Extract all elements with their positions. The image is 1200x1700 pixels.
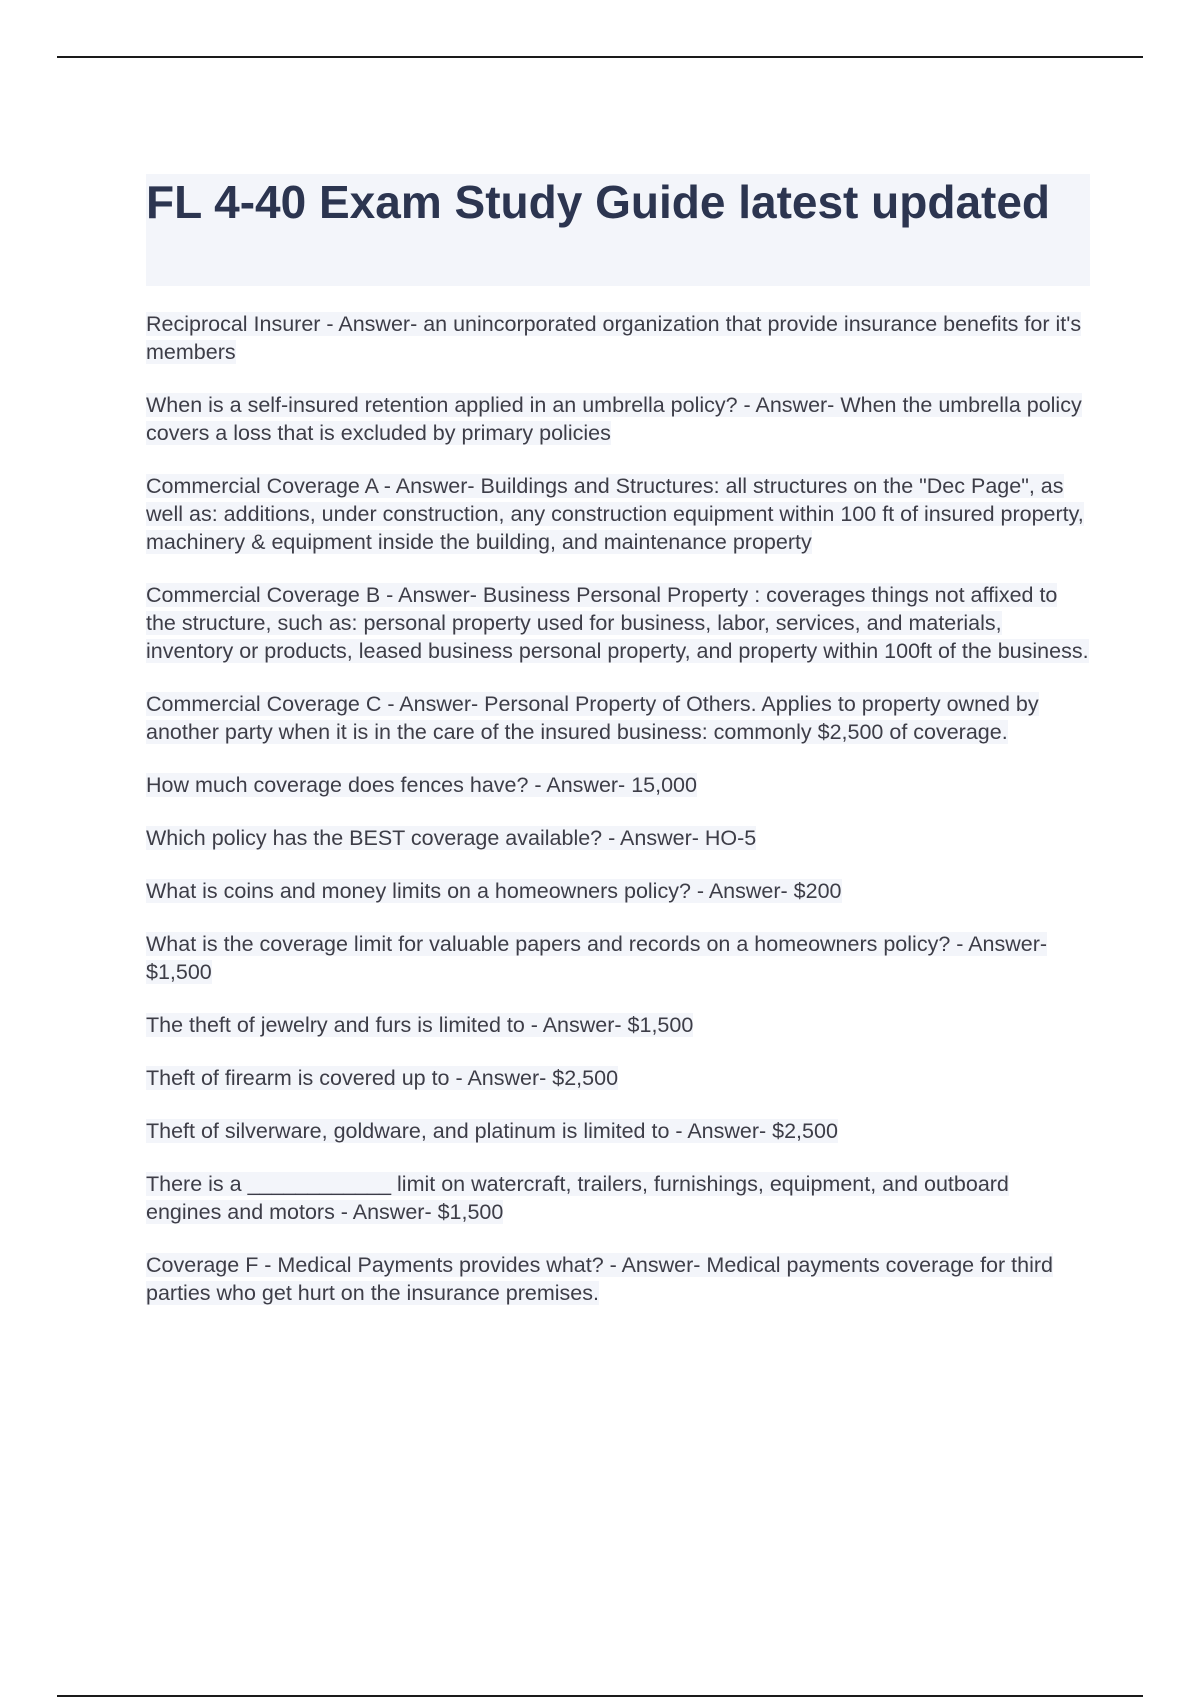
- qa-text: Reciprocal Insurer - Answer- an unincorporated organization that provide insurance benefits for it's members: [146, 312, 1082, 364]
- document-body: [146, 174, 1090, 1332]
- qa-text: Theft of silverware, goldware, and platinum is limited to - Answer- $2,500: [146, 1119, 838, 1143]
- qa-list: [146, 310, 1090, 1307]
- title-block: [146, 174, 1090, 286]
- qa-text: Theft of firearm is covered up to - Answer- $2,500: [146, 1066, 619, 1090]
- qa-entry: [146, 824, 1090, 852]
- qa-text: When is a self-insured retention applied in an umbrella policy? - Answer- When the umbrella policy covers a loss that is excluded by primary policies: [146, 393, 1082, 445]
- qa-text: How much coverage does fences have? - Answer- 15,000: [146, 773, 697, 797]
- qa-entry: [146, 472, 1090, 556]
- qa-entry: [146, 1011, 1090, 1039]
- bottom-divider: [57, 1695, 1143, 1697]
- qa-entry: [146, 771, 1090, 799]
- qa-text: What is the coverage limit for valuable papers and records on a homeowners policy? - Answer- $1,500: [146, 932, 1048, 984]
- qa-entry: [146, 391, 1090, 447]
- qa-entry: [146, 581, 1090, 665]
- qa-text: Commercial Coverage C - Answer- Personal Property of Others. Applies to property owned by another party when it is in the care of the insured business: commonly $2,500 of coverage.: [146, 692, 1039, 744]
- top-divider: [57, 56, 1143, 58]
- qa-entry: [146, 690, 1090, 746]
- document-title: FL 4-40 Exam Study Guide latest updated: [146, 176, 1051, 228]
- qa-entry: [146, 1064, 1090, 1092]
- qa-entry: [146, 877, 1090, 905]
- qa-text: Which policy has the BEST coverage available? - Answer- HO-5: [146, 826, 757, 850]
- qa-entry: [146, 1170, 1090, 1226]
- qa-text: Commercial Coverage A - Answer- Buildings and Structures: all structures on the "Dec Page", as well as: additions, under construction, any construction equipment within 100 ft of insured property, machinery & equipment inside the building, and maintenance property: [146, 474, 1084, 554]
- qa-entry: [146, 930, 1090, 986]
- qa-text: There is a ____________ limit on watercraft, trailers, furnishings, equipment, and outboard engines and motors - Answer- $1,500: [146, 1172, 1009, 1224]
- qa-entry: [146, 1117, 1090, 1145]
- qa-text: What is coins and money limits on a homeowners policy? - Answer- $200: [146, 879, 842, 903]
- qa-entry: [146, 310, 1090, 366]
- qa-entry: [146, 1251, 1090, 1307]
- qa-text: Coverage F - Medical Payments provides what? - Answer- Medical payments coverage for third parties who get hurt on the insurance premises.: [146, 1253, 1053, 1305]
- qa-text: The theft of jewelry and furs is limited to - Answer- $1,500: [146, 1013, 694, 1037]
- qa-text: Commercial Coverage B - Answer- Business Personal Property : coverages things not affixed to the structure, such as: personal property used for business, labor, services, and materials, inventory or products, leased business personal property, and property within 100ft of the business.: [146, 583, 1089, 663]
